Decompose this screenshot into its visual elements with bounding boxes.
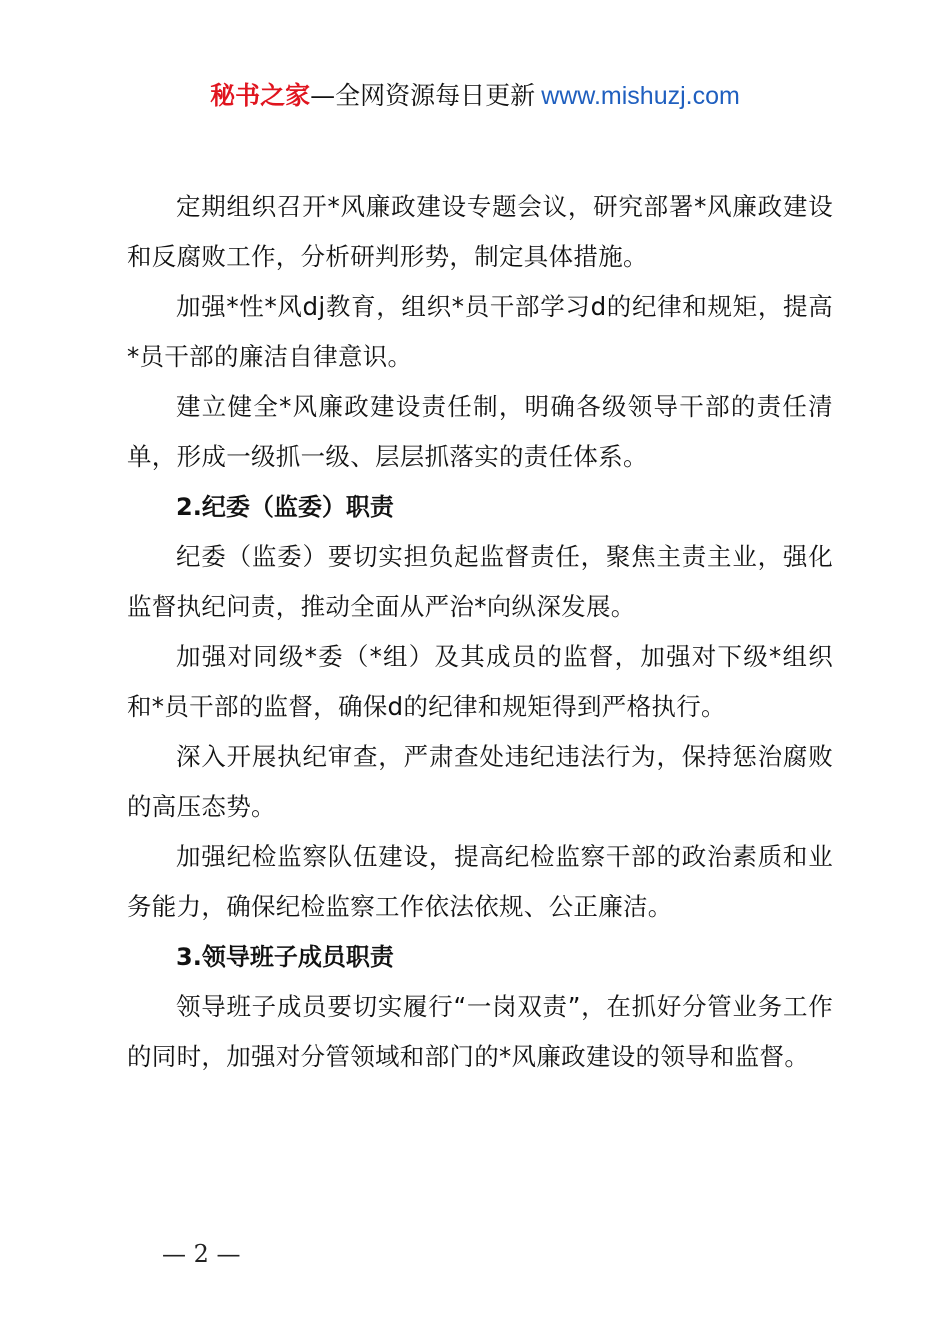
page-number: — 2 — bbox=[162, 1240, 241, 1268]
paragraph: 建立健全*风廉政建设责任制，明确各级领导干部的责任清单，形成一级抓一级、层层抓落实的责任体系。 bbox=[127, 392, 833, 471]
brand-name: 秘书之家 bbox=[210, 81, 311, 110]
paragraph: 纪委（监委）要切实担负起监督责任，聚焦主责主业，强化监督执纪问责，推动全面从严治*向纵深发展。 bbox=[127, 542, 833, 621]
paragraph: 加强纪检监察队伍建设，提高纪检监察干部的政治素质和业务能力，确保纪检监察工作依法依规、公正廉洁。 bbox=[127, 842, 833, 921]
paragraph: 加强对同级*委（*组）及其成员的监督，加强对下级*组织和*员干部的监督，确保d的纪律和规矩得到严格执行。 bbox=[127, 642, 833, 721]
site-url-link[interactable]: www.mishuzj.com bbox=[541, 82, 740, 110]
paragraph: 深入开展执纪审查，严肃查处违纪违法行为，保持惩治腐败的高压态势。 bbox=[127, 742, 833, 821]
section-heading-3: 3.领导班子成员职责 bbox=[176, 943, 394, 971]
site-header bbox=[0, 78, 950, 114]
document-body bbox=[127, 182, 833, 1082]
paragraph: 领导班子成员要切实履行“一岗双责”，在抓好分管业务工作的同时，加强对分管领域和部门的*风廉政建设的领导和监督。 bbox=[127, 992, 833, 1071]
section-heading-2: 2.纪委（监委）职责 bbox=[176, 493, 394, 521]
header-tagline: —全网资源每日更新 bbox=[310, 81, 536, 110]
paragraph: 定期组织召开*风廉政建设专题会议，研究部署*风廉政建设和反腐败工作，分析研判形势，制定具体措施。 bbox=[127, 192, 833, 271]
paragraph: 加强*性*风dj教育，组织*员干部学习d的纪律和规矩，提高*员干部的廉洁自律意识。 bbox=[127, 292, 833, 371]
